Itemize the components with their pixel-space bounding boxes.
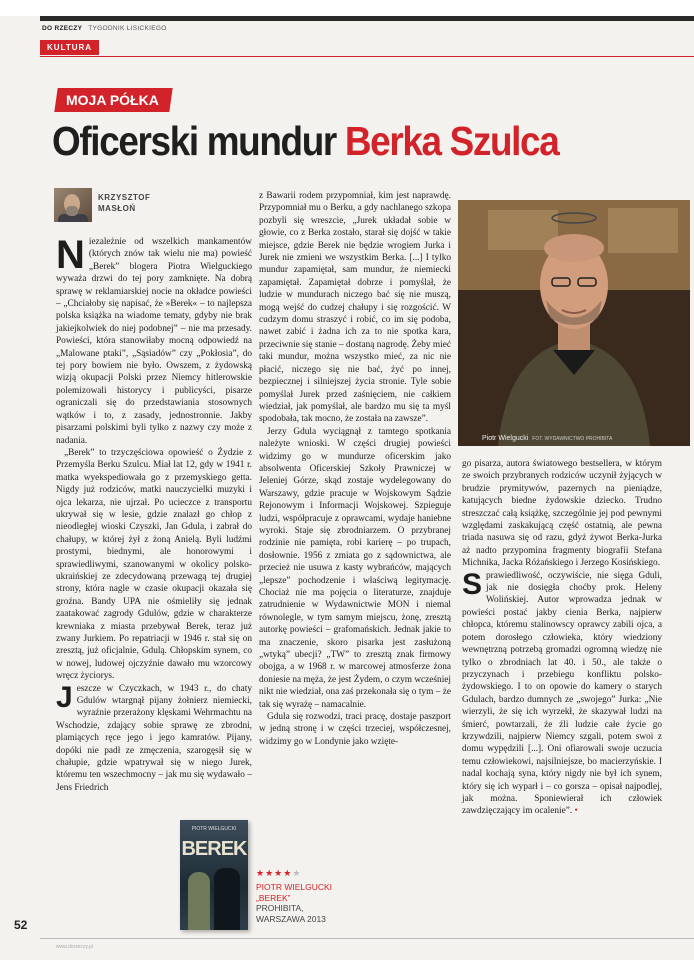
star-filled-icon: ★ bbox=[265, 868, 275, 878]
cover-author: PIOTR WIELGUCKI bbox=[191, 826, 237, 832]
author-byline bbox=[98, 192, 150, 214]
article-title bbox=[52, 118, 558, 165]
book-info-author: PIOTR WIELGUCKI bbox=[256, 882, 333, 892]
author-last-name: MASŁOŃ bbox=[98, 204, 136, 213]
paragraph: Gdula się rozwodzi, traci pracę, dostaje paszport w jedną stronę i w części trzeciej, współczesnej, widzimy go w Londynie jako wzięte- bbox=[259, 712, 451, 747]
paragraph: Sprawiedliwość, oczywiście, nie sięga Gduli, jak nie dosięgła choćby prok. Heleny Wolińskiej. Autor wprowadza jednak w powieści postać jakby cienia Berka, najpierw chłopca, któremu stalinowscy oprawcy zabili ojca, a potem dorosłego człowieka, który wiedziony wewnętrzną potrzebą gromadzi ogromną wiedzę nie tylko o zbrodniach lat 40. i 50., ale także o przyczynach i przebiegu konfliktu polsko-żydowskiego. I to on opowie do kamery o starych Gdulach, bardzo dumnych ze „swojego” Jurka: „Nie wierzyli, że się ich wyrzekł, że skazywał ludzi na śmierć, powtarzali, że źli ludzie całe życie go krzywdzili, najpierw Niemcy szgali, potem swoi z domu wypędzili [...]. Oni ofiarowali swoje uczucia temu człowiekowi, najsilniejsze, bo macierzyńskie. I nadal kochają syna, który nigdy nie był ich synem, który się ich wyparł i – co gorsza – opisał najpodlej, jak można. Sponiewierał ich człowiek zawdzięczający im ocalenie”. • bbox=[462, 567, 662, 817]
article-column-2 bbox=[259, 190, 451, 748]
magazine-header bbox=[42, 25, 167, 32]
caption-credit: FOT. WYDAWNICTWO PROHIBITA bbox=[532, 436, 613, 442]
top-band bbox=[0, 0, 694, 16]
page-number: 52 bbox=[14, 918, 28, 932]
book-info-publisher: PROHIBITA, bbox=[256, 903, 304, 913]
author-portrait-photo bbox=[458, 200, 690, 446]
book-info-place: WARSZAWA 2013 bbox=[256, 913, 326, 924]
paragraph: „Berek” to trzyczęściowa opowieść o Żydzie z Przemyśla Berku Szulcu. Miał lat 12, gdy w 1941 r. matka wyekspediowała go z przemyskiego getta. Nigdy już rodziców, matki nauczycielki muzyki i ojca lekarza, nie ujrzał. Po ucieczce z transportu ukrywał się w lesie, gdzie znalazł go chłop z nieodległej wioski Czyszki, Jan Gdula, i zabrał do chałupy, w której żył z żoną Anielą. Byli ludźmi prostymi, biednymi, ale honorowymi i sprawiedliwymi, szanowanymi w okolicy polsko-ukraińskiej ze zdecydowaną przewagą tej drugiej strony, która nagle w czasie okupacji okazała się groźna. Bandy UPA nie ośmieliły się jednak zaatakować zagrody Gdulów, gdzie w charakterze krewniaka z miasta przebywał Berek, teraz już zwany Jurkiem. Po repatriacji w 1946 r. stał się on zresztą, już oficjalnie, Gdulą. Chłopskim synem, co w nowej, ludowej ojczyźnie dawało mu wzorcowy wręcz życiorys. bbox=[56, 447, 252, 682]
book-cover bbox=[180, 820, 248, 930]
rubric-tag bbox=[54, 88, 172, 112]
paragraph: go pisarza, autora światowego bestsellera, w którym ze swoich przybranych rodziców uczynił żyjących w brudzie prymitywów, pazernych na pieniądze, katujących biedne żydowskie dziecko. Trudno streszczać całą książkę, szczególnie jej pod pewnymi względami zaskakującą część ostatnią, ale pewna triada nasuwa się od razu, gdyż żywot Berka-Jurka aż nadto przypomina fragmenty biografii Stefana Michnika, Jacka Różańskiego i Jerzego Kosińskiego. bbox=[462, 459, 662, 569]
book-info bbox=[256, 882, 332, 924]
cover-figure bbox=[188, 872, 210, 930]
section-rule bbox=[40, 56, 694, 57]
rubric-label: MOJA PÓŁKA bbox=[66, 92, 159, 108]
author-first-name: KRZYSZTOF bbox=[98, 193, 151, 202]
drop-cap: J bbox=[56, 680, 73, 714]
photo-caption bbox=[482, 435, 612, 442]
title-part-1: Oficerski mundur bbox=[52, 118, 336, 164]
paragraph: Jerzy Gdula wyciągnął z tamtego spotkania należyte wnioski. W części drugiej powieści widzimy go w mundurze oficerskim jako absolwenta Oficerskiej Szkoły Prawniczej w Jeleniej Górze, skąd zostaje wydelegowany do Warszawy, gdzie pracuje w Wojskowym Sądzie Rejonowym i Informacji Wojskowej. Szpieguje ludzi, współpracuje z oprawcami, wydaje haniebne wyroki. Staje się zbrodniarzem. O przybranej rodzinie nie pamięta, robi karierę – po trupach, dosłownie. 1956 z zmiata go z sądownictwa, ale przecież nie usuwa z kasty wybrańców, mających „lepsze” pochodzenie i właściwą legitymację. Chociaż nie ma pojęcia o literaturze, znajduje zatrudnienie w Wydawnictwie MON i niemal równolegle, w tym samym miejscu, żonę, zresztą autorkę powieści – grafomańskich. Jednak jakie to ma znaczenie, skoro pisarka jest zasłużoną „wtyką” ubecji? „TW” to zresztą znak firmowy obojga, a w 1968 r. w marcowej atmosferze żona doniesie na męża, że jest Żydem, o czym wcześniej nikt nie wiedział, ona zaś przekonała się o tym – że tak się wyrażę – namacalnie. bbox=[259, 426, 451, 710]
portrait-illustration bbox=[458, 200, 690, 446]
paragraph: Jeszcze w Czyczkach, w 1943 r., do chaty Gdulów wtargnął pijany żołnierz niemiecki, wyraźnie przerażony klęskami Wehrmachtu na Wschodzie, zdający sobie sprawę ze zbrodni, plamiących ręce jego i jego kamratów. Pijany, dopóki nie padł ze zmęczenia, szarogęsił się w chałupie, gdzie wpatrywał się w niego Jurek, któremu ten wszechmocny – jak mu się wydawało – Jens Friedrich bbox=[56, 680, 252, 793]
cover-figure bbox=[214, 868, 240, 930]
footer-url: www.dorzeczy.pl bbox=[56, 944, 93, 950]
star-filled-icon: ★ bbox=[274, 868, 284, 878]
book-info-title: „BEREK” bbox=[256, 892, 291, 903]
article-column-3 bbox=[462, 458, 662, 818]
paragraph: Niezależnie od wszelkich mankamentów (których znów tak wielu nie ma) powieść „Berek” blogera Piotra Wielguckiego wyważa drzwi do tej pory zamknięte. Na dobrą sprawę w reklamiarskiej nocie na okładce powieści – „Chciałoby się napisać, że »Berek« – to najlepsza polska książka na wiadome tematy, gdyby nie brak jakiejkolwiek do niej podobnej” – nie ma przesady. Powieści, która stanowiłaby mocną odpowiedź na „Malowane ptaki”, „Sąsiadów” czy „Pokłosia”, do tej pory bowiem nie było. Owszem, z żydowską wizją okupacji Polski przez Niemcy hitlerowskie polemizowali historycy i publicyści, pisarze ograniczali się do przedstawiania stosownych wątków i to, z zasady, jednostronnie. Jakby pisarzami polskimi byli tylko z nazwy czy może z nadania. bbox=[56, 233, 252, 446]
author-avatar bbox=[54, 188, 92, 222]
brand-name: DO RZECZY bbox=[42, 25, 83, 32]
brand-subtitle: TYGODNIK LISICKIEGO bbox=[88, 25, 167, 32]
title-part-2: Berka Szulca bbox=[344, 118, 559, 164]
star-filled-icon: ★ bbox=[283, 868, 293, 878]
star-empty-icon: ★ bbox=[292, 868, 302, 878]
end-mark: • bbox=[574, 806, 578, 817]
caption-name: Piotr Wielgucki bbox=[482, 435, 529, 442]
star-filled-icon: ★ bbox=[256, 868, 266, 878]
section-tag: KULTURA bbox=[40, 40, 99, 55]
paragraph: z Bawarii rodem przypomniał, kim jest naprawdę. Przypomniał mu o Berku, a gdy nachlanego szkopa pozbyli się wreszcie, „Jurek układał sobie w głowie, co z Berka zostało, starał się dojść w takie miejsce, gdzie Berek nie będzie wrogiem Jurka i Jurek nie zmieni we wszystkim Berka. [...] I tylko mundur zapamiętał, sam mundur, że niemiecki zapamiętał. Zapamiętał dobrze i pomyślał, że ludzie w mundurach niczego bać się nie muszą, mogą wejść do cudzej chałupy i się rozgościć. W cudzym domu straszyć i robić, co im się podoba, nawet zabić i żadna ich za to nie spotka kara, przeciwnie się stanie – dostaną nagrodę. Żeby mieć taki mundur, można wszystko mieć, za nic nie płacić, niczego się nie bać, żyć po innej, bezpiecznej i silniejszej życia stronie. Tyle sobie pomyślał Jurek przed zaśnięciem, nie całkiem wiedział, jak pomyślał, ale bardzo mu się ta myśl spodobała, tak mocno, że została na zawsze”. bbox=[259, 191, 451, 425]
top-rule bbox=[40, 16, 694, 21]
cover-title: BEREK bbox=[181, 838, 247, 860]
article-column-1 bbox=[56, 233, 252, 794]
rating-stars bbox=[256, 868, 301, 879]
drop-cap: S bbox=[462, 567, 483, 601]
footer-rule bbox=[40, 938, 694, 939]
drop-cap: N bbox=[56, 233, 85, 277]
